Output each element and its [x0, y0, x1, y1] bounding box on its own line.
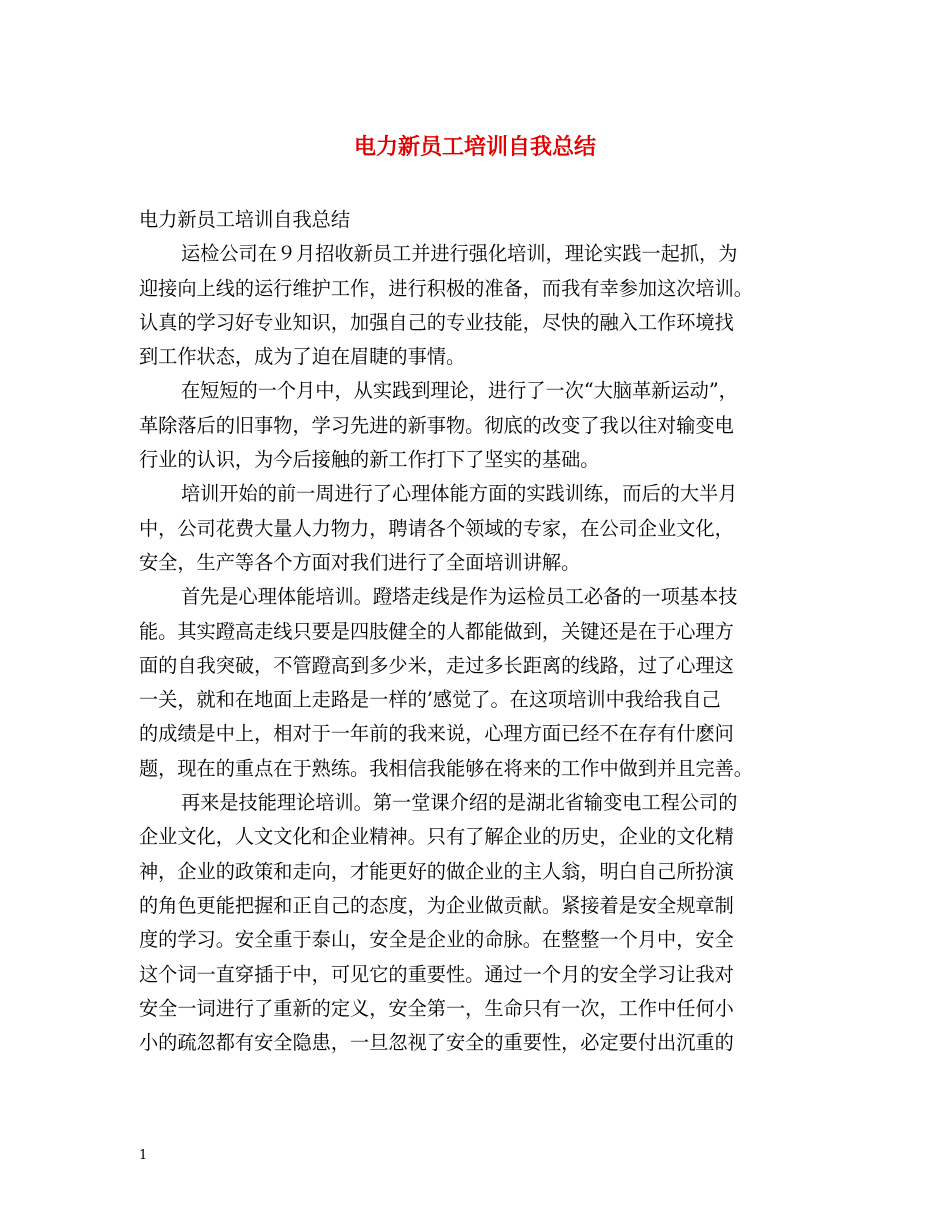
text-line: 企业文化，人文文化和企业精神。只有了解企业的历史，企业的文化精 [139, 825, 734, 849]
paragraph-lines [139, 237, 829, 1060]
text-line: 再来是技能理论培训。第一堂课介绍的是湖北省输变电工程公司的 [181, 791, 738, 815]
page-number: 1 [139, 1148, 148, 1163]
text-line: 题，现在的重点在于熟练。我相信我能够在将来的工作中做到并且完善。 [139, 756, 753, 780]
text-line: 行业的认识，为今后接触的新工作打下了坚实的基础。 [139, 448, 600, 472]
text-line: 安全，生产等各个方面对我们进行了全面培训讲解。 [139, 550, 581, 574]
text-line: 迎接向上线的运行维护工作，进行积极的准备，而我有幸参加这次培训。 [139, 276, 753, 300]
text-line: 认真的学习好专业知识，加强自己的专业技能，尽快的融入工作环境找 [139, 310, 734, 334]
text-line: 的角色更能把握和正自己的态度，为企业做贡献。紧接着是安全规章制 [139, 893, 734, 917]
document-body [139, 203, 829, 1060]
text-line: 神，企业的政策和走向，才能更好的做企业的主人翁，明白自己所扮演 [139, 859, 734, 883]
text-line: 一关，就和在地面上走路是一样的’感觉了。在这项培训中我给我自己 [139, 688, 721, 712]
text-line: 小的疏忽都有安全隐患，一旦忽视了安全的重要性，必定要付出沉重的 [139, 1031, 734, 1055]
document-subtitle: 电力新员工培训自我总结 [139, 208, 351, 231]
text-line: 革除落后的旧事物，学习先进的新事物。彻底的改变了我以往对输变电 [139, 413, 734, 437]
text-line: 在短短的一个月中，从实践到理论，进行了一次“大脑革新运动”， [181, 379, 738, 403]
text-line: 安全一词进行了重新的定义，安全第一，生命只有一次，工作中任何小 [139, 996, 734, 1020]
text-line: 这个词一直穿插于中，可见它的重要性。通过一个月的安全学习让我对 [139, 962, 734, 986]
text-line: 运检公司在９月招收新员工并进行强化培训，理论实践一起抓，为 [181, 242, 738, 266]
text-line: 中，公司花费大量人力物力，聘请各个领域的专家，在公司企业文化， [139, 516, 734, 540]
text-line: 到工作状态，成为了迫在眉睫的事情。 [139, 345, 466, 369]
text-line: 度的学习。安全重于泰山，安全是企业的命脉。在整整一个月中，安全 [139, 928, 734, 952]
document-title: 电力新员工培训自我总结 [353, 134, 596, 160]
text-line: 的成绩是中上，相对于一年前的我来说，心理方面已经不在存有什麽问 [139, 722, 734, 746]
text-line: 首先是心理体能培训。蹬塔走线是作为运检员工必备的一项基本技 [181, 585, 738, 609]
text-line: 能。其实蹬高走线只要是四肢健全的人都能做到，关键还是在于心理方 [139, 619, 734, 643]
text-line: 面的自我突破，不管蹬高到多少米，走过多长距离的线路，过了心理这 [139, 653, 734, 677]
text-line: 培训开始的前一周进行了心理体能方面的实践训练，而后的大半月 [181, 482, 738, 506]
